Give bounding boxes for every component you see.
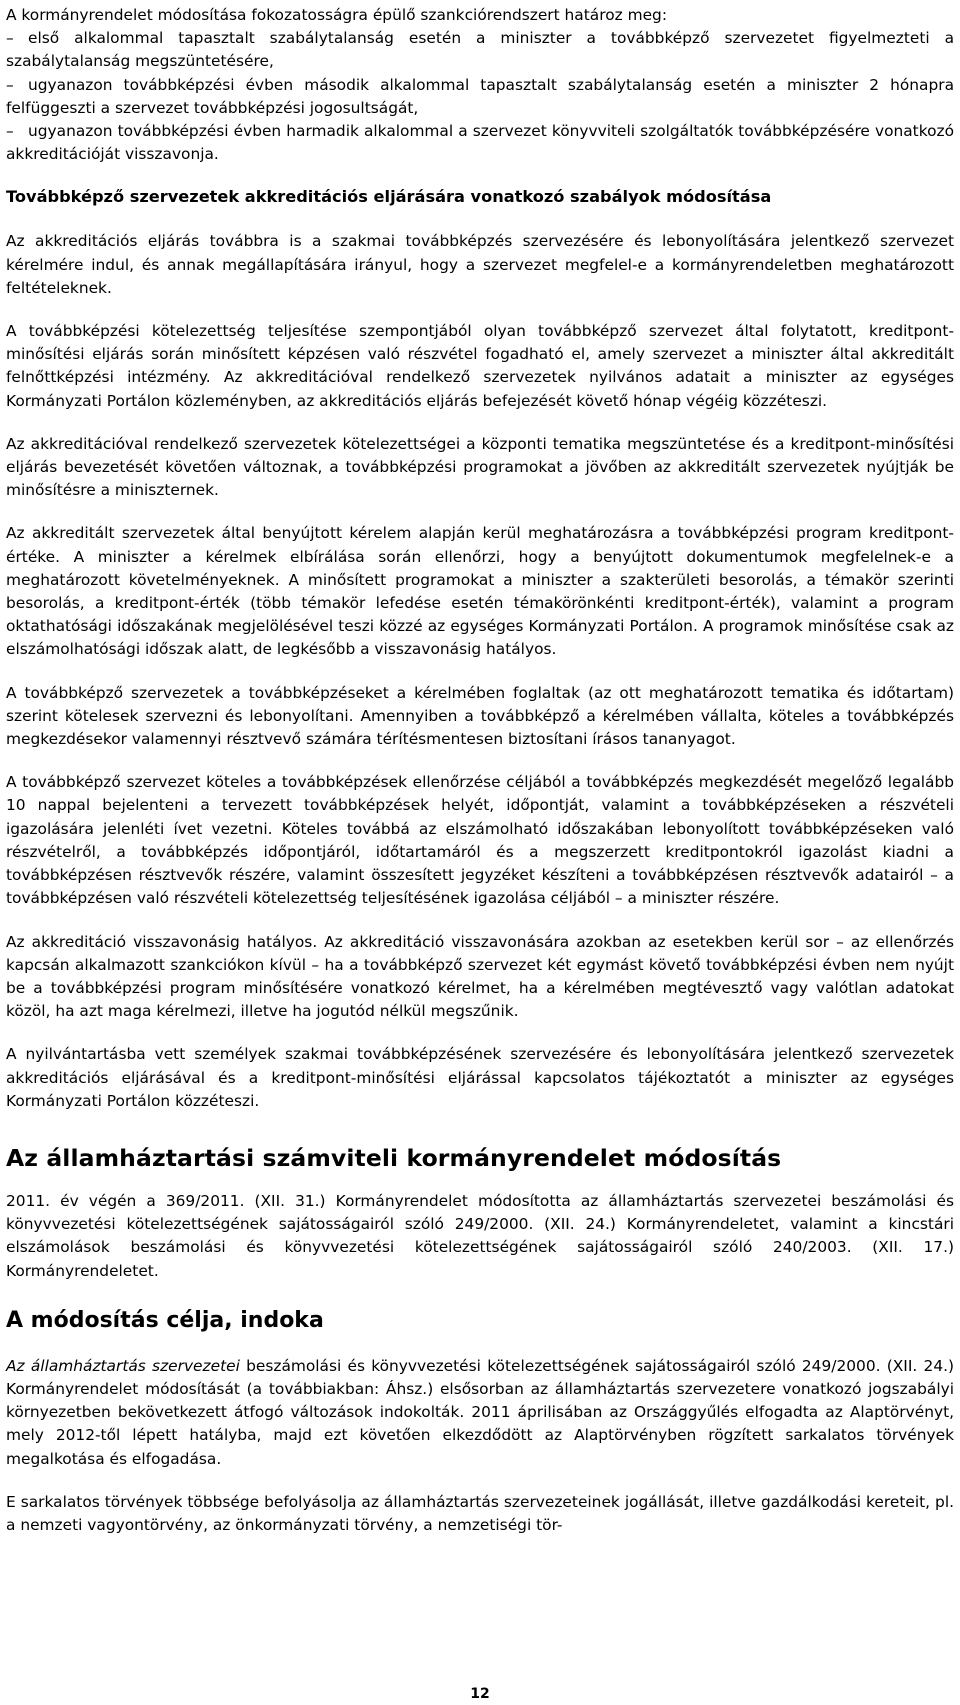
paragraph: Az akkreditált szervezetek által benyújtott kérelem alapján kerül meghatározásra a továbbképzési program kreditpont-értéke. A miniszter a kérelmek elbírálása során ellenőrzi, hogy a benyújtott dokumentumok megfelelnek-e a meghatározott követelményeknek. A minősített programokat a miniszter a szakterületi besorolás, a témakör szerinti besorolás, a kreditpont-érték (több témakör lefedése esetén témakörönkénti kreditpont-érték), valamint a program oktathatósági időszakának megjelölésével teszi közzé az egységes Kormányzati Portálon. A programok minősítése csak az elszámolhatósági időszak alatt, de legkésőbb a visszavonásig hatályos. — [6, 524, 954, 659]
paragraph — [6, 1355, 954, 1471]
paragraph: A nyilvántartásba vett személyek szakmai továbbképzésének szervezésére és lebonyolítására jelentkező szervezetek akkreditációs eljárásával és a kreditpont-minősítési eljárással kapcsolatos tájékoztatót a miniszter az egységes Kormányzati Portálon közzéteszi. — [6, 1045, 954, 1110]
section-heading-purpose: A módosítás célja, indoka — [6, 1307, 324, 1333]
list-item-text: ugyanazon továbbképzési évben harmadik alkalommal a szervezet könyvviteli szolgáltatók továbbképzésére vonatkozó akkreditációját visszavonja. — [6, 122, 954, 164]
paragraph-text: beszámolási és könyvvezetési kötelezettségének sajátosságairól szóló 249/2000. (XII. 24.) Kormányrendelet módosítását (a továbbiakban: Áhsz.) elsősorban az államháztartás szervezetere vonatkozó jogszabályi környezetben bekövetkezett átfogó változások indokolták. 2011 áprilisában az Országgyűlés elfogadta az Alaptörvényt, mely 2012-től lépett hatályba, majd ezt követően elkezdődött az Alaptörvényben rögzített sarkalatos törvények megalkotása és elfogadása. — [6, 1356, 955, 1468]
section-heading-accreditation: Továbbképző szervezetek akkreditációs eljárására vonatkozó szabályok módosítása — [6, 187, 772, 207]
sanction-list — [6, 27, 954, 166]
list-item-text: ugyanazon továbbképzési évben második alkalommal tapasztalt szabálytalanság esetén a miniszter 2 hónapra felfüggeszti a szervezet továbbképzési jogosultságát, — [6, 75, 954, 117]
intro-text: A kormányrendelet módosítása fokozatosságra épülő szankciórendszert határoz meg: — [6, 6, 667, 24]
paragraph: A továbbképzési kötelezettség teljesítése szempontjából olyan továbbképző szervezet által folytatott, kreditpont-minősítési eljárás során minősített képzésen való részvétel fogadható el, amely szervezet a miniszter által akkreditált felnőttképzési intézmény. Az akkreditációval rendelkező szervezetek nyilvános adatait a miniszter az egységes Kormányzati Portálon közleményben, az akkreditációs eljárás befejezését követő hónap végéig közzéteszi. — [6, 322, 954, 410]
paragraph: Az akkreditációs eljárás továbbra is a szakmai továbbképzés szervezésére és lebonyolítására jelentkező szervezet kérelmére indul, és annak megállapítására irányul, hogy a szervezet megfelel-e a kormányrendeletben meghatározott feltételeknek. — [6, 232, 954, 297]
paragraph: Az akkreditáció visszavonásig hatályos. Az akkreditáció visszavonására azokban az esetekben kerül sor – az ellenőrzés kapcsán alkalmazott szankciókon kívül – ha a továbbképző szervezet két egymást követő továbbképzési évben nem nyújt be a továbbképzési program minősítésére vonatkozó kérelmet, ha a kérelmében megtévesztő vagy valótlan adatokat közöl, ha azt maga kérelmezi, illetve ha jogutód nélkül megszűnik. — [6, 932, 954, 1021]
dash-marker: – — [6, 75, 14, 94]
document-page — [6, 4, 954, 1704]
list-item-text: első alkalommal tapasztalt szabálytalanság esetén a miniszter a továbbképző szervezetet figyelmezteti a szabálytalanság megszüntetésére, — [6, 29, 954, 71]
list-item — [6, 120, 954, 166]
paragraph: A továbbképző szervezetek a továbbképzéseket a kérelmében foglaltak (az ott meghatározott tematika és időtartam) szerint kötelesek szervezni és lebonyolítani. Amennyiben a továbbképző a kérelmében vállalta, köteles a továbbképzés megkezdésekor valamennyi résztvevő számára térítésmentesen biztosítani írásos tananyagot. — [6, 683, 954, 749]
page-number: 12 — [470, 1686, 490, 1702]
section-heading-accounting: Az államháztartási számviteli kormányrendelet módosítás — [6, 1143, 782, 1172]
paragraph: 2011. év végén a 369/2011. (XII. 31.) Kormányrendelet módosította az államháztartás szervezetei beszámolási és könyvvezetési kötelezettségének sajátosságairól szóló 249/2000. (XII. 24.) Kormányrendeletet, valamint a kincstári elszámolások beszámolási és könyvvezetési kötelezettségének sajátosságairól szóló 240/2003. (XII. 17.) Kormányrendeletet. — [6, 1191, 954, 1280]
list-item — [6, 74, 954, 120]
italic-phrase: Az államháztartás szervezetei — [6, 1356, 240, 1375]
list-item — [6, 27, 954, 73]
dash-marker: – — [6, 29, 14, 48]
paragraph: Az akkreditációval rendelkező szervezetek kötelezettségei a központi tematika megszüntetése és a kreditpont-minősítési eljárás bevezetését követően változnak, a továbbképzési programokat a jövőben az akkreditált szervezetek nyújtják be minősítésre a miniszternek. — [6, 434, 954, 500]
paragraph: A továbbképző szervezet köteles a továbbképzések ellenőrzése céljából a továbbképzés megkezdését megelőző legalább 10 nappal bejelenteni a tervezett továbbképzések helyét, időpontját, valamint a továbbképzéseken a részvételi igazolására jelenléti ívet vezetni. Köteles továbbá az elszámolható időszakában lebonyolított továbbképzéseken való részvételről, a továbbképzés időpontjáról, időtartamáról és a megszerzett kreditpontokról igazolást kiadni a továbbképzésen résztvevők részére, valamint összesített jegyzéket készíteni a továbbképzésen résztvevők adatairól – a továbbképzésen való részvételi kötelezettség teljesítésének igazolása céljából – a miniszter részére. — [6, 773, 954, 908]
dash-marker: – — [6, 122, 14, 141]
paragraph: E sarkalatos törvények többsége befolyásolja az államháztartás szervezeteinek jogállását, illetve gazdálkodási kereteit, pl. a nemzeti vagyontörvény, az önkormányzati törvény, a nemzetiségi tör- — [6, 1492, 954, 1534]
